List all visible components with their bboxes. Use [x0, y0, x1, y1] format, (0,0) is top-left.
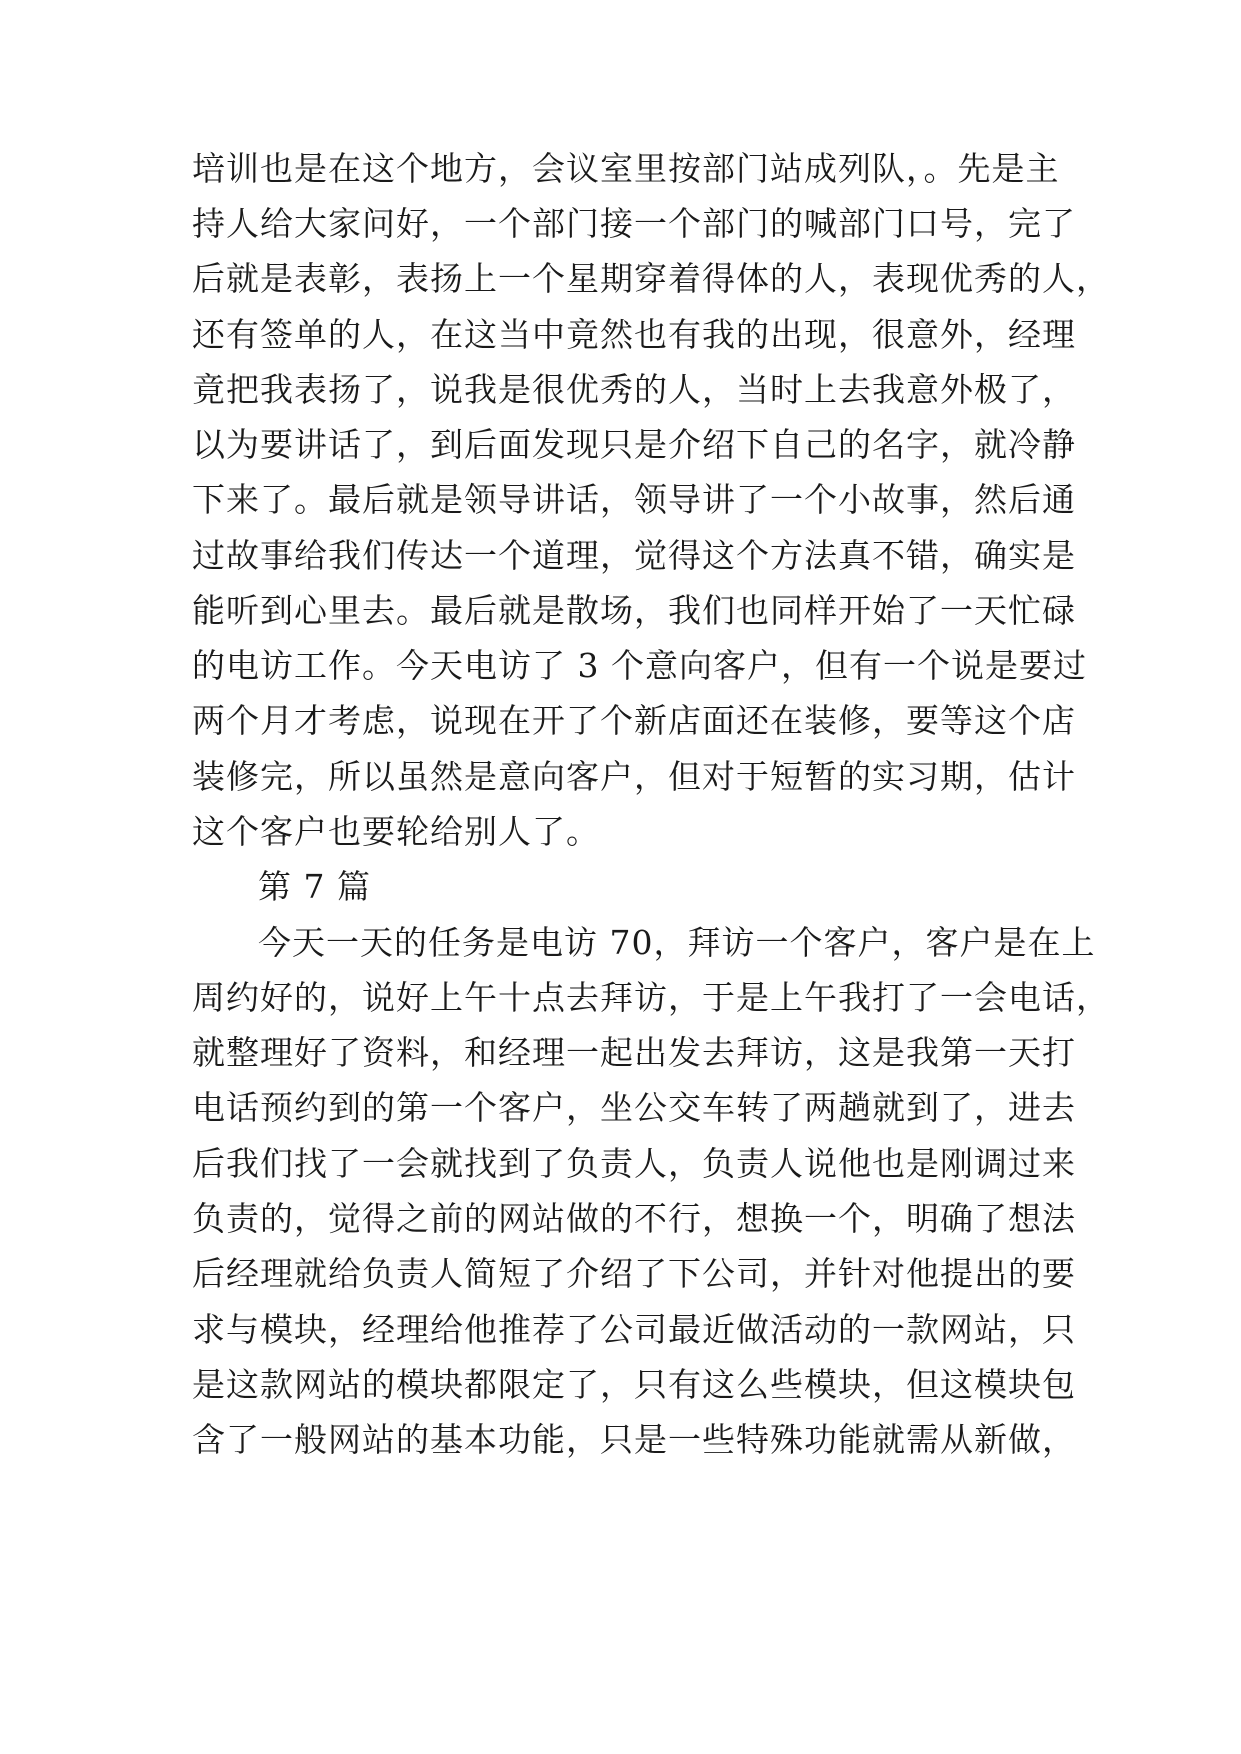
- paragraph-line: 持人给大家问好，一个部门接一个部门的喊部门口号，完了: [192, 204, 1076, 243]
- paragraph-line: 就整理好了资料，和经理一起出发去拜访，这是我第一天打: [192, 1033, 1076, 1072]
- paragraph-line: 能听到心里去。最后就是散场，我们也同样开始了一天忙碌: [192, 591, 1076, 630]
- paragraph-line: 负责的，觉得之前的网站做的不行，想换一个，明确了想法: [192, 1199, 1076, 1238]
- paragraph-line: 的电访工作。今天电访了 3 个意向客户，但有一个说是要过: [192, 646, 1087, 685]
- paragraph-line: 后就是表彰，表扬上一个星期穿着得体的人，表现优秀的人，: [192, 259, 1110, 298]
- document-body: [192, 0, 1110, 1754]
- paragraph-line: 以为要讲话了，到后面发现只是介绍下自己的名字，就冷静: [192, 425, 1076, 464]
- paragraph-line: 装修完，所以虽然是意向客户，但对于短暂的实习期，估计: [192, 757, 1076, 796]
- paragraph-line: 是这款网站的模块都限定了，只有这么些模块，但这模块包: [192, 1365, 1076, 1404]
- paragraph-line: 含了一般网站的基本功能，只是一些特殊功能就需从新做，: [192, 1420, 1076, 1459]
- paragraph-line: 过故事给我们传达一个道理，觉得这个方法真不错，确实是: [192, 536, 1076, 575]
- paragraph-line: 下来了。最后就是领导讲话，领导讲了一个小故事，然后通: [192, 480, 1076, 519]
- section-heading: 第 7 篇: [258, 867, 371, 906]
- paragraph-line: 求与模块，经理给他推荐了公司最近做活动的一款网站，只: [192, 1310, 1076, 1349]
- paragraph-line: 培训也是在这个地方，会议室里按部门站成列队，。先是主: [192, 149, 1060, 188]
- paragraph-line: 电话预约到的第一个客户，坐公交车转了两趟就到了，进去: [192, 1088, 1076, 1127]
- paragraph-line: 今天一天的任务是电访 70，拜访一个客户，客户是在上: [258, 923, 1096, 962]
- paragraph-line: 后经理就给负责人简短了介绍了下公司，并针对他提出的要: [192, 1254, 1076, 1293]
- paragraph-line: 竟把我表扬了，说我是很优秀的人，当时上去我意外极了，: [192, 370, 1076, 409]
- paragraph-line: 后我们找了一会就找到了负责人，负责人说他也是刚调过来: [192, 1144, 1076, 1183]
- paragraph-line: 还有签单的人，在这当中竟然也有我的出现，很意外，经理: [192, 315, 1076, 354]
- paragraph-line: 两个月才考虑，说现在开了个新店面还在装修，要等这个店: [192, 701, 1076, 740]
- paragraph-line: 这个客户也要轮给别人了。: [192, 812, 600, 851]
- paragraph-line: 周约好的，说好上午十点去拜访，于是上午我打了一会电话，: [192, 978, 1110, 1017]
